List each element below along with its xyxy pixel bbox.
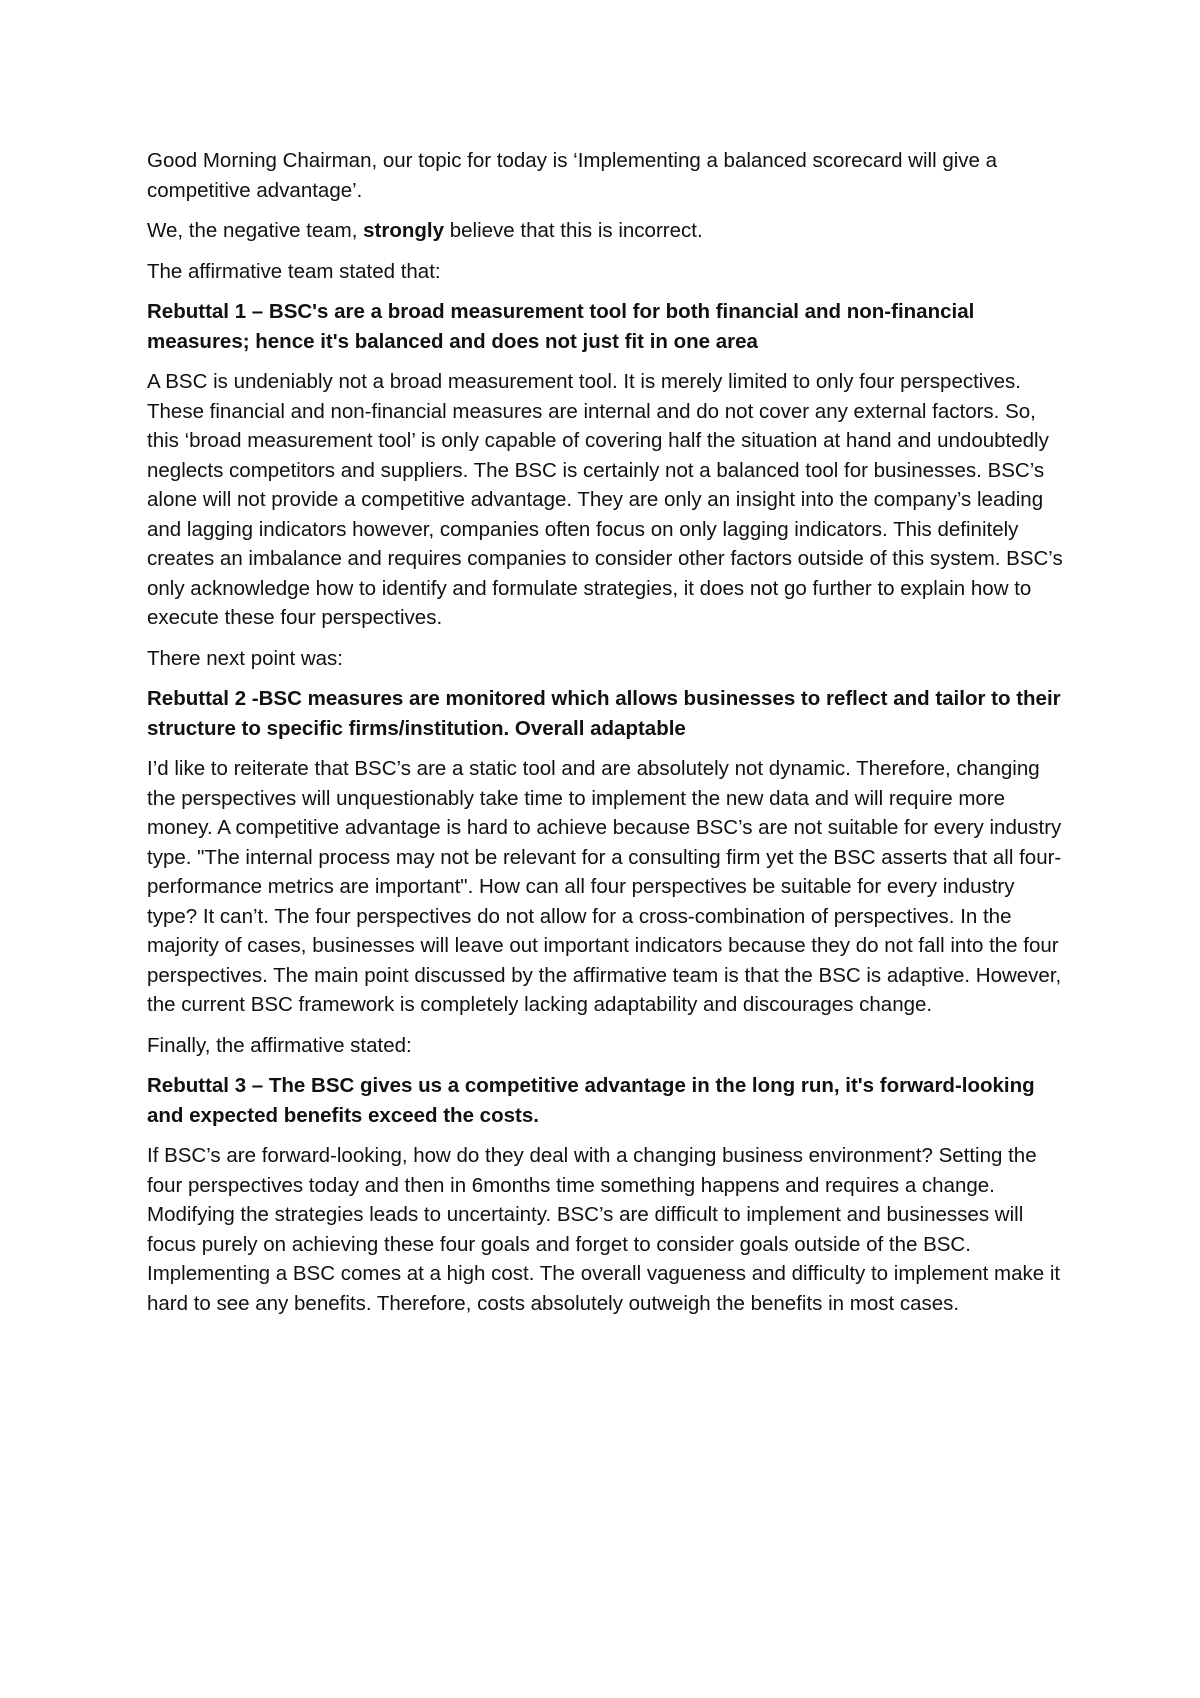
rebuttal-3-body: If BSC’s are forward-looking, how do they deal with a changing business environment? Setting the four perspectives today and then in 6months time something happens and requires a change. Modifying the strategies leads to uncertainty. BSC’s are difficult to implement and businesses will focus purely on achieving these four goals and forget to consider goals outside of the BSC. Implementing a BSC comes at a high cost. The overall vagueness and difficulty to implement make it hard to see any benefits. Therefore, costs absolutely outweigh the benefits in most cases. <box>147 1144 1061 1315</box>
document-body <box>147 146 1067 1318</box>
lead-in-2: There next point was: <box>147 646 343 670</box>
rebuttal-1-heading: Rebuttal 1 – BSC's are a broad measurement tool for both financial and non-financial measures; hence it's balanced and does not just fit in one area <box>147 300 975 353</box>
position-paragraph <box>147 216 1067 246</box>
lead-in-1: The affirmative team stated that: <box>147 259 441 283</box>
position-text-after: believe that this is incorrect. <box>444 219 703 242</box>
rebuttal-2-body: I’d like to reiterate that BSC’s are a static tool and are absolutely not dynamic. Therefore, changing the perspectives will unquestionably take time to implement the new data and will require more money. A competitive advantage is hard to achieve because BSC’s are not suitable for every industry type. "The internal process may not be relevant for a consulting firm yet the BSC asserts that all four-performance metrics are important". How can all four perspectives be suitable for every industry type? It can’t. The four perspectives do not allow for a cross-combination of perspectives. In the majority of cases, businesses will leave out important indicators because they do not fall into the four perspectives. The main point discussed by the affirmative team is that the BSC is adaptive. However, the current BSC framework is completely lacking adaptability and discourages change. <box>147 757 1062 1016</box>
rebuttal-3-heading: Rebuttal 3 – The BSC gives us a competitive advantage in the long run, it's forward-looking and expected benefits exceed the costs. <box>147 1074 1035 1127</box>
position-emphasis: strongly <box>363 219 445 242</box>
intro-paragraph: Good Morning Chairman, our topic for today is ‘Implementing a balanced scorecard will give a competitive advantage’. <box>147 149 998 202</box>
rebuttal-2-heading: Rebuttal 2 -BSC measures are monitored which allows businesses to reflect and tailor to their structure to specific firms/institution. Overall adaptable <box>147 687 1061 740</box>
lead-in-3: Finally, the affirmative stated: <box>147 1033 412 1057</box>
position-text-before: We, the negative team, <box>147 219 364 242</box>
rebuttal-1-body: A BSC is undeniably not a broad measurement tool. It is merely limited to only four perspectives. These financial and non-financial measures are internal and do not cover any external factors. So, this ‘broad measurement tool’ is only capable of covering half the situation at hand and undoubtedly neglects competitors and suppliers. The BSC is certainly not a balanced tool for businesses. BSC’s alone will not provide a competitive advantage. They are only an insight into the company’s leading and lagging indicators however, companies often focus on only lagging indicators. This definitely creates an imbalance and requires companies to consider other factors outside of this system. BSC’s only acknowledge how to identify and formulate strategies, it does not go further to explain how to execute these four perspectives. <box>147 370 1063 629</box>
